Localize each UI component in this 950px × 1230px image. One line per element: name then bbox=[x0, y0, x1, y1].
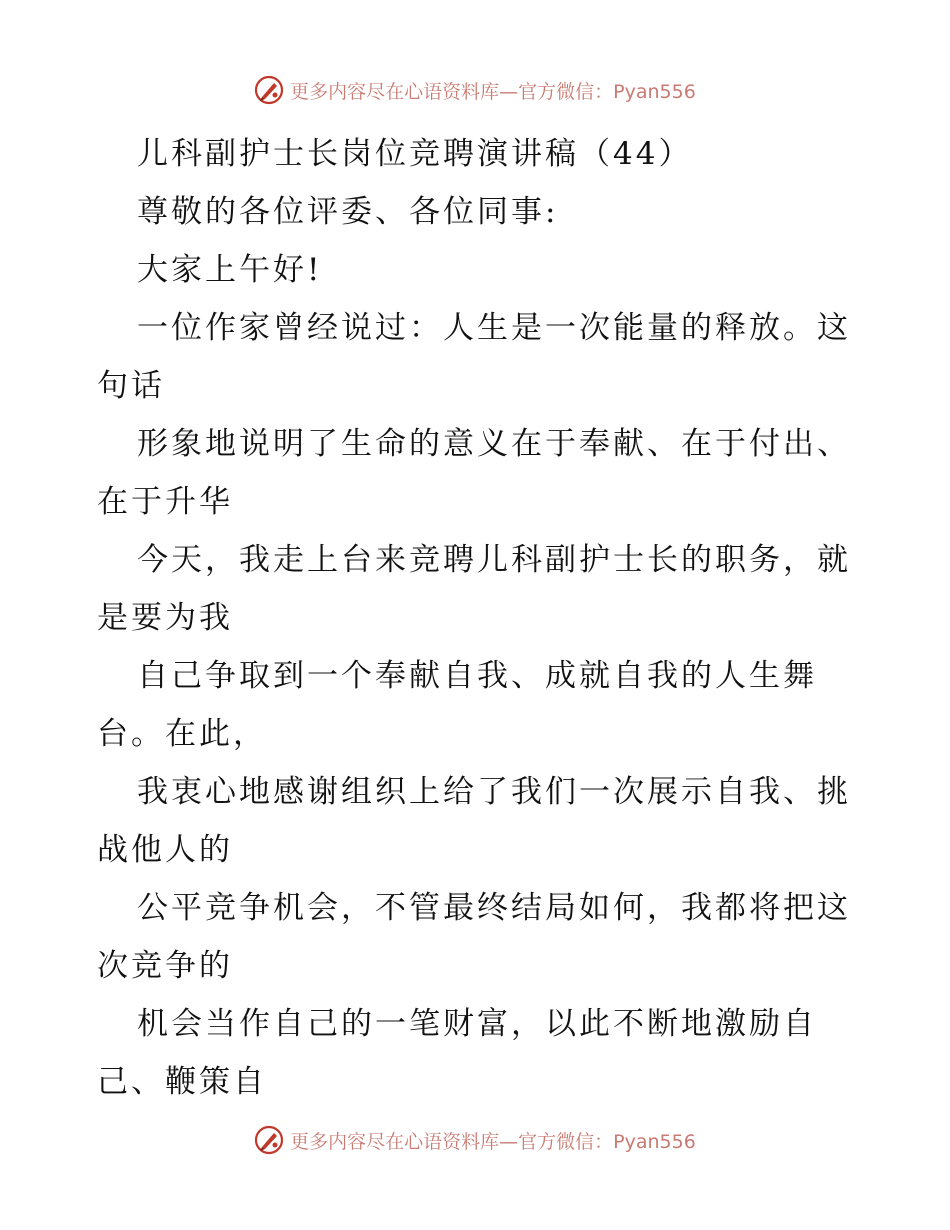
quill-pen-logo-icon bbox=[254, 1125, 284, 1155]
paragraph-line: 是要为我 bbox=[97, 600, 233, 636]
quill-pen-logo-icon bbox=[254, 75, 284, 105]
document-body bbox=[97, 125, 857, 1111]
paragraph-line: 自己争取到一个奉献自我、成就自我的人生舞 bbox=[137, 658, 817, 694]
paragraph-line: 句话 bbox=[97, 368, 165, 404]
document-title: 儿科副护士长岗位竞聘演讲稿（44） bbox=[137, 136, 693, 172]
paragraph-line: 己、鞭策自 bbox=[97, 1064, 267, 1100]
paragraph-line: 我衷心地感谢组织上给了我们一次展示自我、挑 bbox=[137, 774, 851, 810]
paragraph-line: 机会当作自己的一笔财富，以此不断地激励自 bbox=[137, 1006, 817, 1042]
paragraph-line: 今天，我走上台来竞聘儿科副护士长的职务，就 bbox=[137, 542, 851, 578]
header-watermark bbox=[0, 70, 950, 110]
watermark-text: 更多内容尽在心语资料库—官方微信：Pyan556 bbox=[290, 80, 696, 103]
footer-watermark bbox=[0, 1120, 950, 1160]
paragraph-line: 次竞争的 bbox=[97, 948, 233, 984]
paragraph-line: 形象地说明了生命的意义在于奉献、在于付出、 bbox=[137, 426, 851, 462]
paragraph-line: 在于升华 bbox=[97, 484, 233, 520]
salutation: 尊敬的各位评委、各位同事: bbox=[137, 194, 559, 230]
paragraph-line: 一位作家曾经说过：人生是一次能量的释放。这 bbox=[137, 310, 851, 346]
watermark-text: 更多内容尽在心语资料库—官方微信：Pyan556 bbox=[290, 1130, 696, 1153]
paragraph-line: 战他人的 bbox=[97, 832, 233, 868]
paragraph-line: 公平竞争机会，不管最终结局如何，我都将把这 bbox=[137, 890, 851, 926]
paragraph-line: 台。在此， bbox=[97, 716, 267, 752]
greeting: 大家上午好! bbox=[137, 252, 323, 288]
